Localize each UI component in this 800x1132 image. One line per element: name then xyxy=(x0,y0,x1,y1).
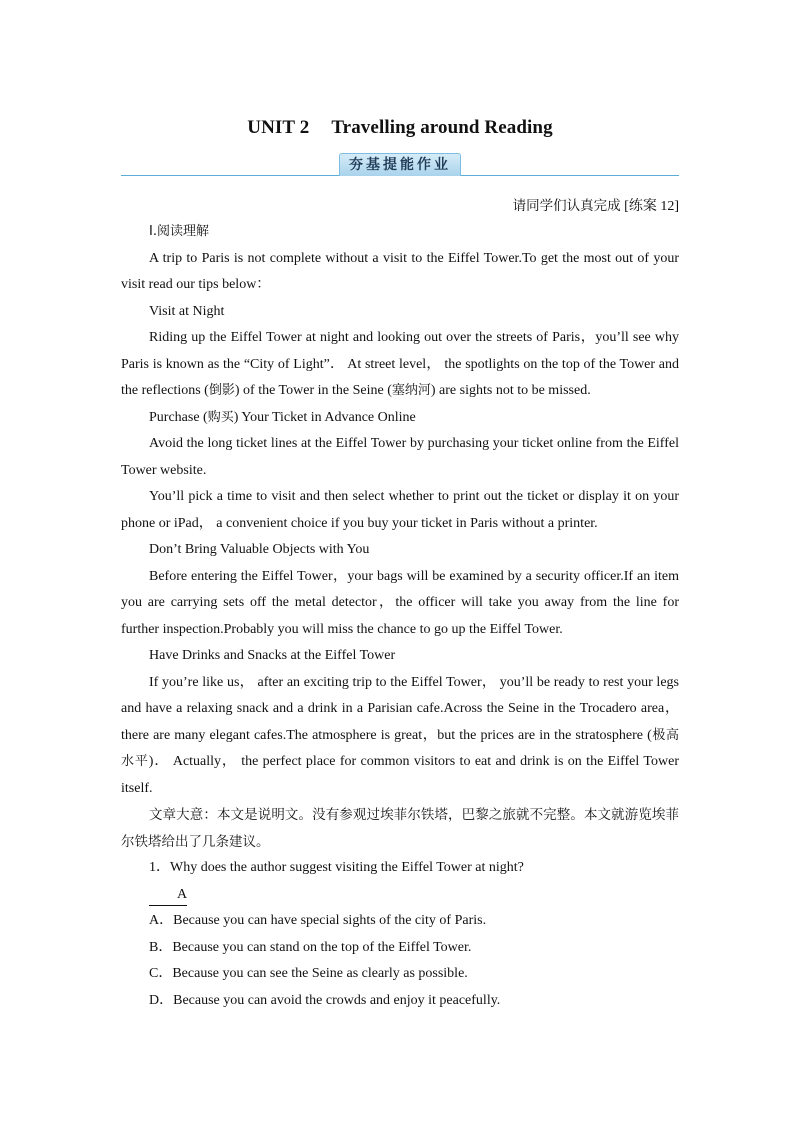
unit-title: Travelling around Reading xyxy=(331,117,553,138)
tip-heading: Have Drinks and Snacks at the Eiffel Tower xyxy=(149,648,396,663)
tip-heading: Purchase (购买) Your Ticket in Advance Online xyxy=(149,409,416,425)
tip-paragraph: Avoid the long ticket lines at the Eiffel Tower by purchasing your ticket online from the Eiffel Tower website. xyxy=(121,436,679,478)
article-summary: 文章大意：本文是说明文。没有参观过埃菲尔铁塔，巴黎之旅就不完整。本文就游览埃菲尔铁塔给出了几条建议。 xyxy=(121,807,679,850)
section-heading: I.阅读理解 xyxy=(149,224,209,239)
option-b: B．Because you can stand on the top of the Eiffel Tower. xyxy=(149,939,472,955)
tip-paragraph: Riding up the Eiffel Tower at night and looking out over the streets of Paris，you’ll see why Paris is known as the “City of Light”． At street level， the spotlights on the top of the Tower and the reflections (倒影) of the Tower in the Seine (塞纳河) are sights not to be missed. xyxy=(121,330,679,398)
passage-intro: A trip to Paris is not complete without a visit to the Eiffel Tower.To get the most out of your visit read our tips below： xyxy=(121,250,679,292)
tip-paragraph: You’ll pick a time to visit and then select whether to print out the ticket or display it on your phone or iPad， a convenient choice if you buy your ticket in Paris without a printer. xyxy=(121,489,679,531)
note-text: 请同学们认真完成 xyxy=(512,198,621,214)
tip-heading: Don’t Bring Valuable Objects with You xyxy=(149,542,370,557)
option-c: C．Because you can see the Seine as clearly as possible. xyxy=(149,966,468,981)
page-title xyxy=(0,117,800,139)
option-d: D．Because you can avoid the crowds and enjoy it peacefully. xyxy=(149,992,501,1008)
answer-line xyxy=(121,882,679,909)
homework-banner: 夯基提能作业 xyxy=(339,153,461,176)
tip-paragraph: Before entering the Eiffel Tower，your bags will be examined by a security officer.If an item you are carrying sets off the metal detector，the officer will take you away from the line for further inspection.Probably you will miss the chance to go up the Eiffel Tower. xyxy=(121,568,679,637)
option-a: A．Because you can have special sights of the city of Paris. xyxy=(149,913,487,928)
tip-heading: Visit at Night xyxy=(149,303,225,319)
note-ref: [练案 12] xyxy=(620,199,679,214)
question-stem: 1．Why does the author suggest visiting the Eiffel Tower at night? xyxy=(149,860,524,875)
assignment-note xyxy=(513,194,679,215)
passage-body xyxy=(121,219,679,1014)
answer-value: A xyxy=(149,885,187,906)
unit-label: UNIT 2 xyxy=(247,117,310,138)
tip-paragraph: If you’re like us， after an exciting trip to the Eiffel Tower， you’ll be ready to rest your legs and have a relaxing snack and a drink in a Parisian cafe.Across the Seine in the Trocadero area，there are many elegant cafes.The atmosphere is great，but the prices are in the stratosphere (极高水平)． Actually， the perfect place for common visitors to eat and drink is on the Eiffel Tower itself. xyxy=(121,674,679,796)
